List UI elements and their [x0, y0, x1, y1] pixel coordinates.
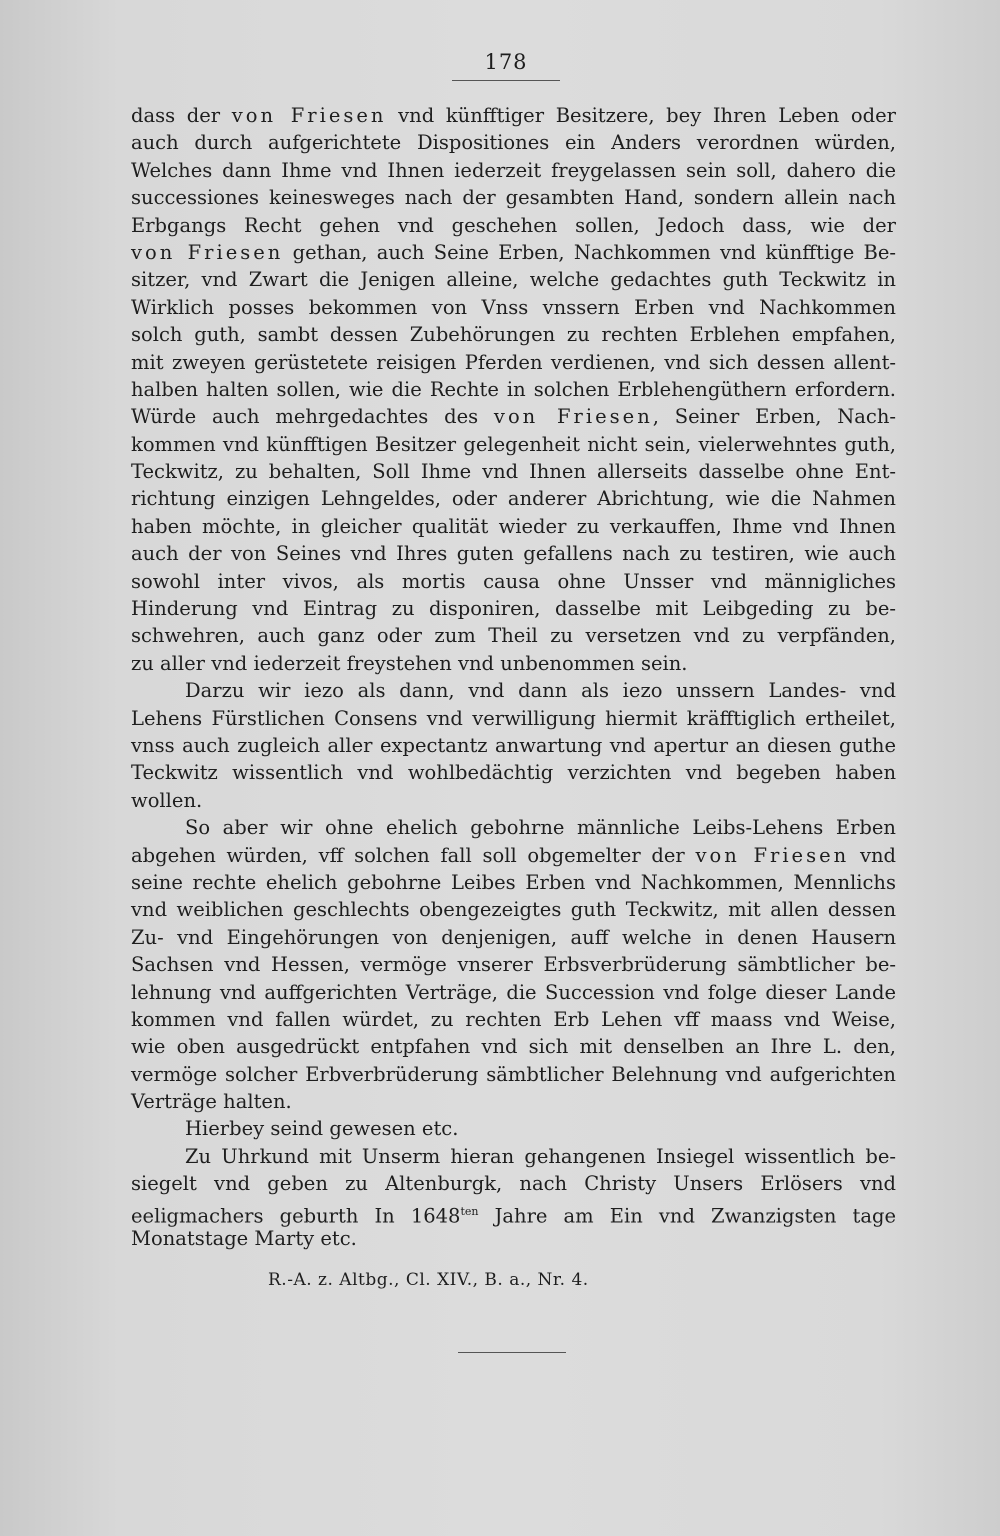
text-line: siegelt vnd geben zu Altenburgk, nach Christy Unsers Erlösers vnd: [131, 1172, 896, 1196]
text-line: Würde auch mehrgedachtes des von Friesen, Seiner Erben, Nach-: [131, 405, 896, 429]
paragraph: [131, 677, 896, 814]
text-line: Welches dann Ihme vnd Ihnen iederzeit freygelassen sein soll, dahero die: [131, 158, 896, 182]
text-line: Monatstage Marty etc.: [131, 1227, 357, 1251]
text-line: Zu Uhrkund mit Unserm hieran gehangenen Insiegel wissentlich be-: [185, 1144, 896, 1168]
text-line: abgehen würden, vff solchen fall soll obgemelter der von Friesen vnd: [131, 843, 896, 867]
text-line: successiones keinesweges nach der gesambten Hand, sondern allein nach: [131, 186, 896, 210]
text-line: dass der von Friesen vnd künfftiger Besitzere, bey Ihren Leben oder: [131, 104, 896, 127]
text-line: Teckwitz wissentlich vnd wohlbedächtig verzichten vnd begeben haben: [131, 761, 896, 785]
text-line: Teckwitz, zu behalten, Soll Ihme vnd Ihnen allerseits dasselbe ohne Ent-: [131, 460, 896, 484]
paragraph: [131, 1143, 896, 1253]
superscript-text: ten: [460, 1204, 479, 1218]
spaced-name: von Friesen: [493, 405, 653, 429]
text-line: Wirklich posses bekommen von Vnss vnssern Erben vnd Nachkommen: [131, 295, 896, 319]
spaced-name: von Friesen: [131, 240, 284, 264]
text-line: vermöge solcher Erbverbrüderung sämbtlicher Belehnung vnd aufgerichten: [131, 1062, 896, 1086]
text-line: Lehens Fürstlichen Consens vnd verwilligung hiermit kräfftiglich ertheilet,: [131, 706, 896, 730]
text-line: Hinderung vnd Eintrag zu disponiren, dasselbe mit Leibgeding zu be-: [131, 597, 896, 621]
text-line: Zu- vnd Eingehörungen von denjenigen, auff welche in denen Hausern: [131, 925, 896, 949]
text-line: Verträge halten.: [131, 1090, 292, 1114]
text-line: richtung einzigen Lehngeldes, oder anderer Abrichtung, wie die Nahmen: [131, 487, 896, 511]
text-line: So aber wir ohne ehelich gebohrne männliche Leibs-Lehens Erben: [185, 816, 896, 840]
spaced-name: von Friesen: [231, 104, 387, 127]
text-line: wie oben ausgedrückt entpfahen vnd sich mit denselben an Ihre L. den,: [131, 1035, 896, 1059]
text-line: von Friesen gethan, auch Seine Erben, Nachkommen vnd künfftige Be-: [131, 240, 897, 264]
text-line: lehnung vnd auffgerichten Verträge, die Succession vnd folge dieser Lande: [131, 980, 896, 1004]
text-line: vnd weiblichen geschlechts obengezeigtes guth Teckwitz, mit allen dessen: [131, 898, 896, 922]
text-line: Erbgangs Recht gehen vnd geschehen sollen, Jedoch dass, wie der: [131, 213, 896, 237]
text-line: sowohl inter vivos, als mortis causa ohne Unsser vnd männigliches: [131, 569, 896, 593]
text-line: Hierbey seind gewesen etc.: [185, 1117, 459, 1141]
text-line: vnss auch zugleich aller expectantz anwartung vnd apertur an diesen guthe: [131, 733, 896, 757]
source-citation: R.-A. z. Altbg., Cl. XIV., B. a., Nr. 4.: [268, 1270, 589, 1290]
text-line: auch der von Seines vnd Ihres guten gefallens nach zu testiren, wie auch: [131, 542, 896, 566]
text-line: kommen vnd fallen würdet, zu rechten Erb Lehen vff maass vnd Weise,: [131, 1007, 896, 1031]
paragraph: [131, 102, 896, 677]
text-line: wollen.: [131, 788, 203, 812]
text-line: zu aller vnd iederzeit freystehen vnd unbenommen sein.: [131, 651, 688, 675]
end-divider: [458, 1352, 566, 1353]
text-line: mit zweyen gerüstetete reisigen Pferden verdienen, vnd sich dessen allent-: [131, 350, 896, 374]
text-line: solch guth, sambt dessen Zubehörungen zu rechten Erblehen empfahen,: [131, 323, 896, 347]
paragraph: [131, 1115, 896, 1142]
text-line: halben halten sollen, wie die Rechte in solchen Erblehengüthern erfordern.: [131, 377, 896, 401]
document-body: [131, 102, 896, 1252]
page-number: 178: [484, 50, 528, 74]
spaced-name: von Friesen: [695, 843, 850, 867]
text-line: eeligmachers geburth In $1648^{ten}$ Jahre am Ein vnd Zwanzigsten tage: [131, 1204, 896, 1228]
text-line: schwehren, auch ganz oder zum Theil zu versetzen vnd zu verpfänden,: [131, 624, 896, 648]
page-number-rule: [452, 80, 560, 81]
text-line: haben möchte, in gleicher qualität wieder zu verkauffen, Ihme vnd Ihnen: [131, 514, 896, 538]
paragraph: [131, 814, 896, 1115]
text-line: kommen vnd künfftigen Besitzer gelegenheit nicht sein, vielerwehntes guth,: [131, 432, 896, 456]
text-line: seine rechte ehelich gebohrne Leibes Erben vnd Nachkommen, Mennlichs: [131, 870, 896, 894]
text-line: auch durch aufgerichtete Dispositiones ein Anders verordnen würden,: [131, 131, 896, 155]
text-line: sitzer, vnd Zwart die Jenigen alleine, welche gedachtes guth Teckwitz in: [131, 268, 896, 292]
text-line: Darzu wir iezo als dann, vnd dann als iezo unssern Landes- vnd: [185, 679, 896, 703]
text-line: Sachsen vnd Hessen, vermöge vnserer Erbsverbrüderung sämbtlicher be-: [131, 953, 896, 977]
